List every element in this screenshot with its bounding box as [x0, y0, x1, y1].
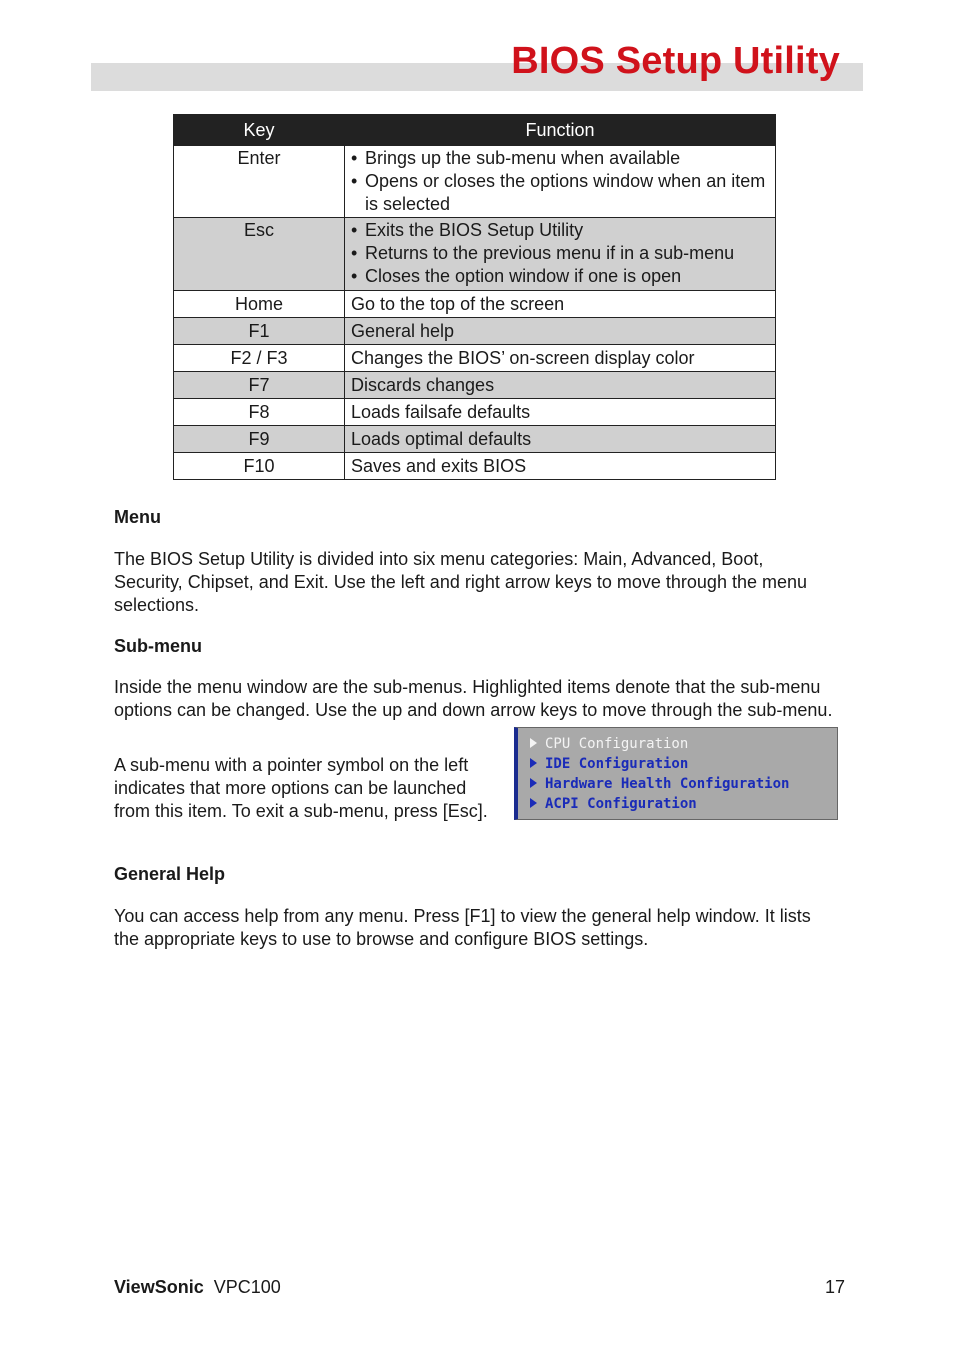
function-cell: General help	[345, 318, 776, 345]
function-cell	[345, 218, 776, 291]
function-cell	[345, 146, 776, 218]
key-cell: F8	[174, 399, 345, 426]
table-row	[174, 426, 776, 453]
pointer-triangle-icon	[530, 778, 537, 788]
table-row	[174, 345, 776, 372]
key-cell: Enter	[174, 146, 345, 218]
bios-submenu-item-label: IDE Configuration	[545, 756, 689, 772]
submenu-heading: Sub-menu	[114, 636, 202, 656]
table-row	[174, 399, 776, 426]
function-bullet: • Exits the BIOS Setup Utility	[351, 219, 775, 242]
function-bullet: • Brings up the sub-menu when available	[351, 147, 775, 170]
function-cell: Loads optimal defaults	[345, 426, 776, 453]
function-cell: Loads failsafe defaults	[345, 399, 776, 426]
function-bullet: • Opens or closes the options window when an item is selected	[351, 170, 775, 216]
footer-product	[114, 1276, 281, 1298]
general-help-paragraph: You can access help from any menu. Press [F1] to view the general help window. It lists the appropriate keys to use to browse and configure BIOS settings.	[114, 906, 811, 949]
table-row	[174, 372, 776, 399]
function-cell: Go to the top of the screen	[345, 291, 776, 318]
bios-submenu-item-label: CPU Configuration	[545, 736, 689, 752]
key-cell: Home	[174, 291, 345, 318]
bios-submenu-item	[530, 774, 837, 794]
pointer-triangle-icon	[530, 798, 537, 808]
key-cell: F9	[174, 426, 345, 453]
bios-submenu-item	[530, 754, 837, 774]
bios-submenu-screenshot	[514, 727, 838, 820]
page-number: 17	[824, 1277, 845, 1297]
pointer-triangle-icon	[530, 758, 537, 768]
table-header-row	[174, 115, 776, 146]
key-cell: F2 / F3	[174, 345, 345, 372]
general-help-heading: General Help	[114, 864, 226, 884]
bios-submenu-item-label: ACPI Configuration	[545, 796, 697, 812]
key-cell: F1	[174, 318, 345, 345]
function-column-header: Function	[345, 115, 776, 146]
bios-submenu-item-label: Hardware Health Configuration	[545, 776, 790, 792]
bios-submenu-item	[530, 794, 837, 814]
function-cell: Discards changes	[345, 372, 776, 399]
table-row	[174, 146, 776, 218]
function-bullet: • Returns to the previous menu if in a sub-menu	[351, 242, 775, 265]
key-cell: Esc	[174, 218, 345, 291]
pointer-triangle-icon	[530, 738, 537, 748]
table-row	[174, 318, 776, 345]
function-cell: Saves and exits BIOS	[345, 453, 776, 480]
pointer-paragraph: A sub-menu with a pointer symbol on the left indicates that more options can be launched from this item. To exit a sub-menu, press [Esc].	[114, 755, 488, 821]
key-column-header: Key	[174, 115, 345, 146]
table-row	[174, 218, 776, 291]
page-title: BIOS Setup Utility	[511, 40, 840, 82]
key-cell: F7	[174, 372, 345, 399]
function-cell: Changes the BIOS’ on-screen display color	[345, 345, 776, 372]
key-cell: F10	[174, 453, 345, 480]
footer-model: VPC100	[213, 1277, 281, 1297]
table-row	[174, 291, 776, 318]
submenu-paragraph: Inside the menu window are the sub-menus. Highlighted items denote that the sub-menu options can be changed. Use the up and down arrow keys to move through the sub-menu.	[114, 677, 833, 720]
bios-submenu-item	[530, 734, 837, 754]
key-function-table	[173, 114, 776, 480]
function-bullet: • Closes the option window if one is open	[351, 265, 775, 288]
menu-heading: Menu	[114, 507, 161, 527]
menu-paragraph: The BIOS Setup Utility is divided into six menu categories: Main, Advanced, Boot, Security, Chipset, and Exit. Use the left and right arrow keys to move through the menu selections.	[114, 549, 808, 615]
footer-brand: ViewSonic	[114, 1277, 204, 1297]
table-row	[174, 453, 776, 480]
